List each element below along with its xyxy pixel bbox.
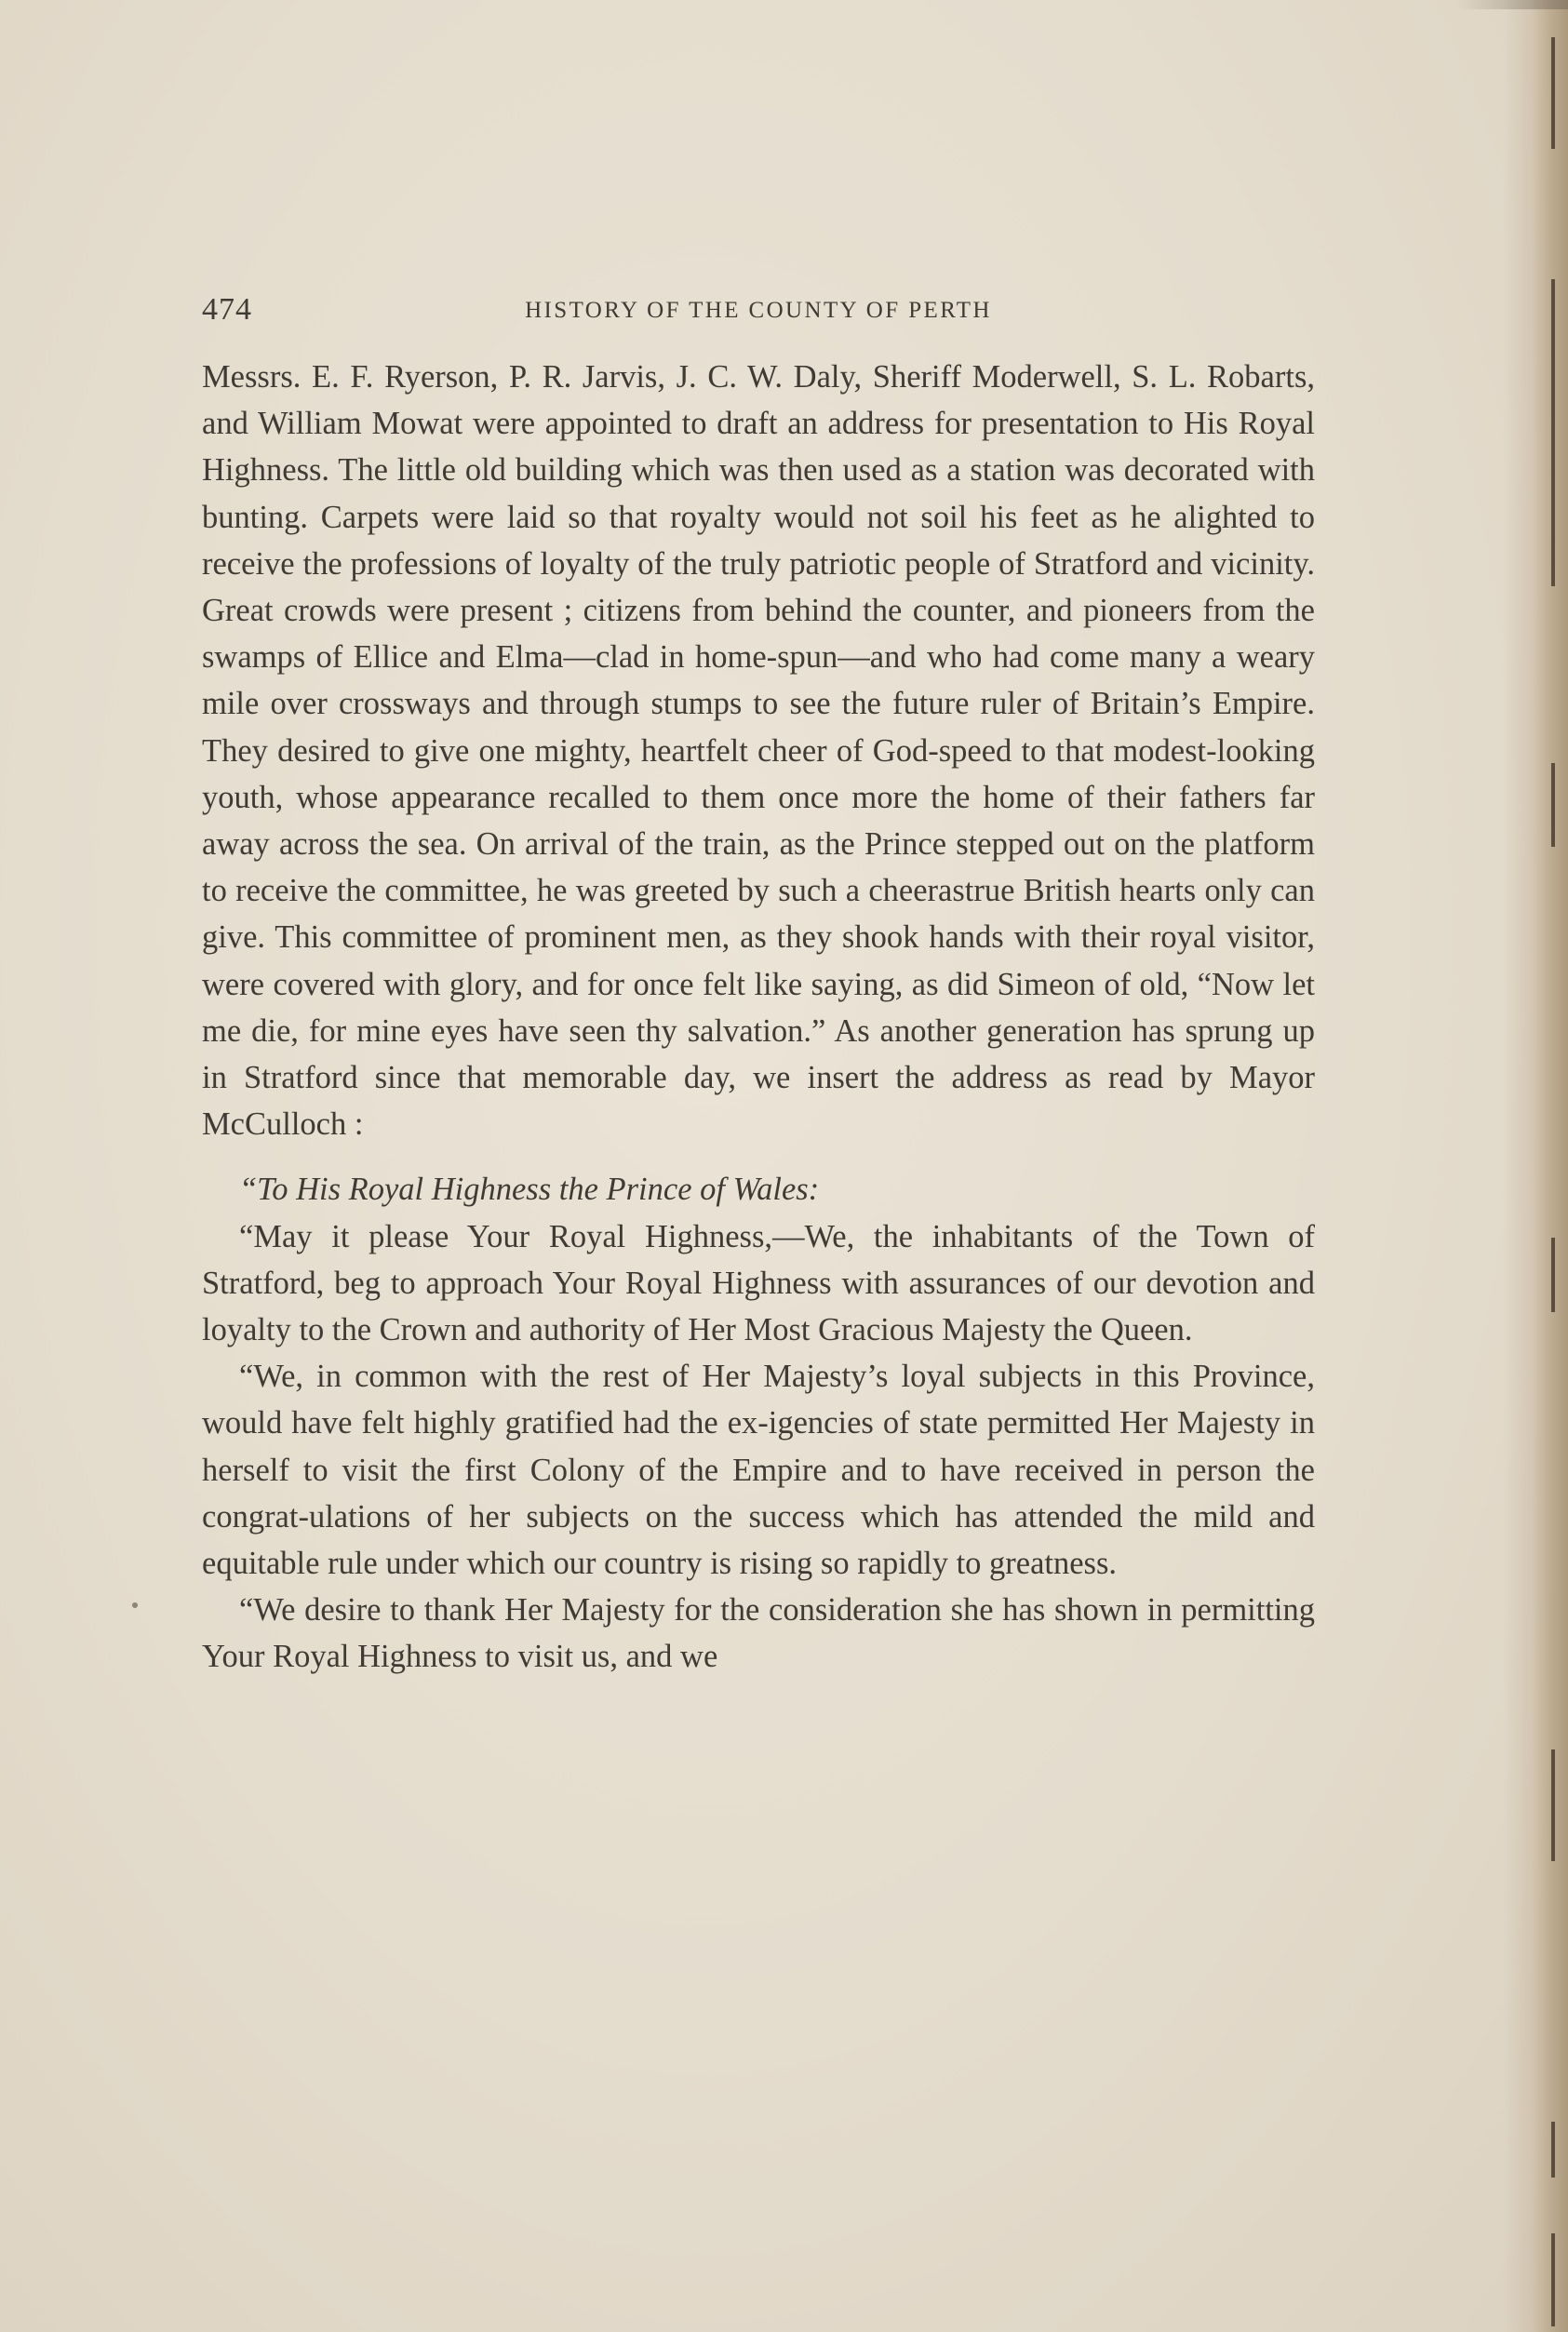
body-text <box>202 354 1315 1681</box>
paragraph-address-thanks: “We desire to thank Her Majesty for the consideration she has shown in permitting Your Royal Highness to visit us, and we <box>202 1592 1315 1675</box>
paragraph-reception: Messrs. E. F. Ryerson, P. R. Jarvis, J. C. W. Daly, Sheriff Moderwell, S. L. Robarts, and William Mowat were appointed to draft an address for presentation to His Royal Highness. The little old building which was then used as a station was decorated with bunting. Carpets were laid so that royalty would not soil his feet as he alighted to receive the professions of loyalty of the truly patriotic people of Stratford and vicinity. Great crowds were present ; citizens from behind the counter, and pioneers from the swamps of Ellice and Elma—clad in home-spun—and who had come many a weary mile over crossways and through stumps to see the future ruler of Britain’s Empire. They desired to give one mighty, heartfelt cheer of God-speed to that modest-looking youth, whose appearance recalled to them once more the home of their fathers far away across the sea. On arrival of the train, as the Prince stepped out on the platform to receive the committee, he was greeted by such a cheerastrue British hearts only can give. This committee of prominent men, as they shook hands with their royal visitor, were covered with glory, and for once felt like saying, as did Simeon of old, “Now let me die, for mine eyes have seen thy salvation.” As another generation has sprung up in Stratford since that memorable day, we insert the address as read by Mayor McCulloch : <box>202 359 1315 1143</box>
page-edge-mark <box>1551 1749 1555 1861</box>
page-edge-mark <box>1551 763 1555 847</box>
paragraph-address-province: “We, in common with the rest of Her Majesty’s loyal subjects in this Province, would have felt highly gratified had the ex-igencies of state permitted Her Majesty in herself to visit the first Colony of the Empire and to have received in person the congrat-ulations of her subjects on the success which has attended the mild and equitable rule under which our country is rising so rapidly to greatness. <box>202 1359 1315 1582</box>
paper-speck <box>132 1602 138 1608</box>
page-edge-mark <box>1551 1238 1555 1312</box>
page-number: 474 <box>202 292 252 327</box>
page-edge-mark <box>1551 2122 1555 2178</box>
page-edge-mark <box>1551 279 1555 586</box>
running-header <box>202 292 1315 333</box>
page-edge-mark <box>1551 37 1555 149</box>
page-edge-mark <box>1551 2233 1555 2326</box>
running-title: HISTORY OF THE COUNTY OF PERTH <box>525 298 992 323</box>
page-top-edge <box>1456 0 1568 9</box>
address-salutation: “To His Royal Highness the Prince of Wales: <box>239 1172 820 1208</box>
page-edge-shadow <box>1503 0 1568 2332</box>
paragraph-address-opening: “May it please Your Royal Highness,—We, the inhabitants of the Town of Stratford, beg to approach Your Royal Highness with assurances of our devotion and loyalty to the Crown and authority of Her Most Gracious Majesty the Queen. <box>202 1218 1315 1348</box>
